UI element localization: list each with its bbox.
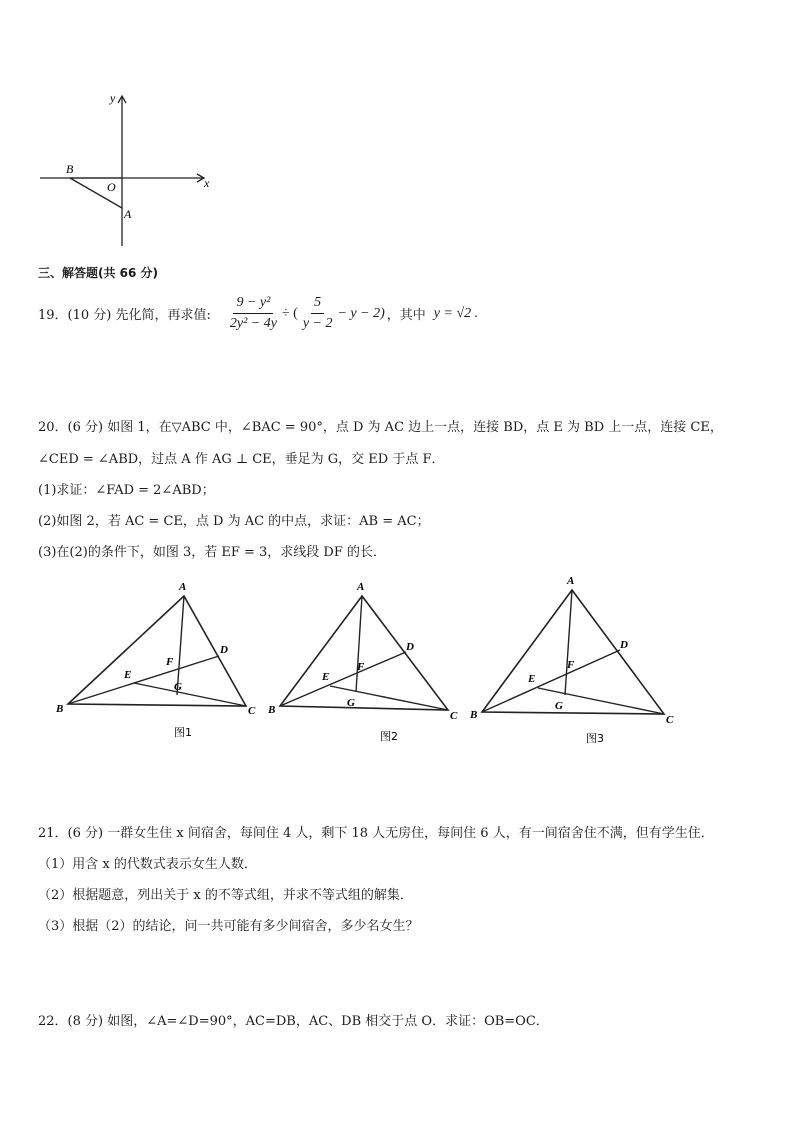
q22-stem: 22．(8 分) 如图，∠A=∠D=90°，AC=DB，AC、DB 相交于点 O．求证：OB=OC． [38, 1014, 549, 1029]
q19-number: 19．(10 分) 先化简，再求值: [38, 308, 211, 323]
fig2-label-b: B [268, 704, 276, 716]
fig2-label-c: C [450, 710, 458, 722]
fig1-label-c: C [248, 705, 256, 717]
q21-part-3: （3）根据（2）的结论，问一共可能有多少间宿舍，多少名女生？ [38, 919, 419, 934]
q20-part-3: (3)在(2)的条件下，如图 3，若 EF = 3，求线段 DF 的长． [38, 545, 387, 560]
fig1-label-f: F [166, 656, 174, 668]
figure-3 [470, 568, 690, 750]
q19-frac2-denominator: y − 2 [302, 316, 333, 331]
fig2-label-e: E [322, 671, 330, 683]
fig2-label-d: D [406, 641, 414, 653]
fig3-segment-bd [482, 650, 620, 712]
fig1-segment-bd [68, 656, 219, 704]
fig3-label-f: F [567, 659, 575, 671]
q19-fraction-2 [300, 294, 336, 333]
fig2-label-g: G [347, 697, 355, 709]
fig3-label-b: B [470, 709, 478, 721]
fig2-segment-ag [356, 596, 362, 692]
q20-line-2: ∠CED = ∠ABD，过点 A 作 AG ⊥ CE，垂足为 G，交 ED 于点 F． [38, 452, 445, 467]
fig3-label-c: C [666, 714, 674, 726]
q19-tail: − y − 2) [337, 305, 385, 321]
label-y: y [110, 91, 116, 105]
fig2-caption: 图2 [380, 730, 398, 743]
label-b: B [66, 162, 74, 176]
q21-stem: 21．(6 分) 一群女生住 x 间宿舍，每间住 4 人，剩下 18 人无房住，每间住 6 人，有一间宿舍住不满，但有学生住． [38, 826, 714, 841]
fig1-segment-ec [134, 683, 246, 706]
fig1-label-b: B [56, 703, 64, 715]
q19-frac1-denominator: 2y² − 4y [229, 316, 277, 331]
fig3-label-a: A [567, 575, 575, 587]
q19-frac2-numerator: 5 [311, 294, 324, 314]
q21-part-1: （1）用含 x 的代数式表示女生人数． [38, 857, 257, 872]
fig1-label-d: D [220, 644, 228, 656]
q20-part-1: (1)求证：∠FAD = 2∠ABD； [38, 483, 215, 498]
fig3-label-d: D [620, 639, 628, 651]
coordinate-figure [36, 86, 226, 250]
q19-condition-math: y = √2 . [433, 305, 479, 321]
fig1-label-g: G [174, 681, 182, 693]
fig1-label-a: A [179, 581, 187, 593]
q21-part-2: （2）根据题意，列出关于 x 的不等式组，并求不等式组的解集． [38, 888, 413, 903]
figure-1 [50, 574, 270, 744]
fig2-label-a: A [357, 581, 365, 593]
label-a: A [124, 207, 132, 221]
fig3-label-g: G [555, 700, 563, 712]
q20-part-2: (2)如图 2，若 AC = CE，点 D 为 AC 的中点，求证：AB = AC； [38, 514, 430, 529]
q19-operator: ÷ ( [281, 305, 298, 321]
question-19 [38, 294, 478, 333]
label-o: O [107, 180, 116, 194]
fig1-caption: 图1 [174, 726, 192, 739]
fig1-label-e: E [124, 669, 132, 681]
q19-condition-text: ，其中 [386, 308, 426, 323]
section-heading: 三、解答题(共 66 分) [38, 266, 159, 280]
label-x: x [204, 176, 210, 190]
q19-frac1-numerator: 9 − y² [233, 294, 273, 314]
fig3-caption: 图3 [586, 732, 604, 745]
figure-2 [268, 574, 468, 744]
fig3-segment-ag [565, 590, 572, 695]
q19-fraction-1 [227, 294, 280, 333]
q20-line-1: 20．(6 分) 如图 1，在▽ABC 中，∠BAC = 90°，点 D 为 AC 边上一点，连接 BD，点 E 为 BD 上一点，连接 CE， [38, 420, 723, 435]
fig3-label-e: E [528, 673, 536, 685]
fig2-label-f: F [357, 661, 365, 673]
